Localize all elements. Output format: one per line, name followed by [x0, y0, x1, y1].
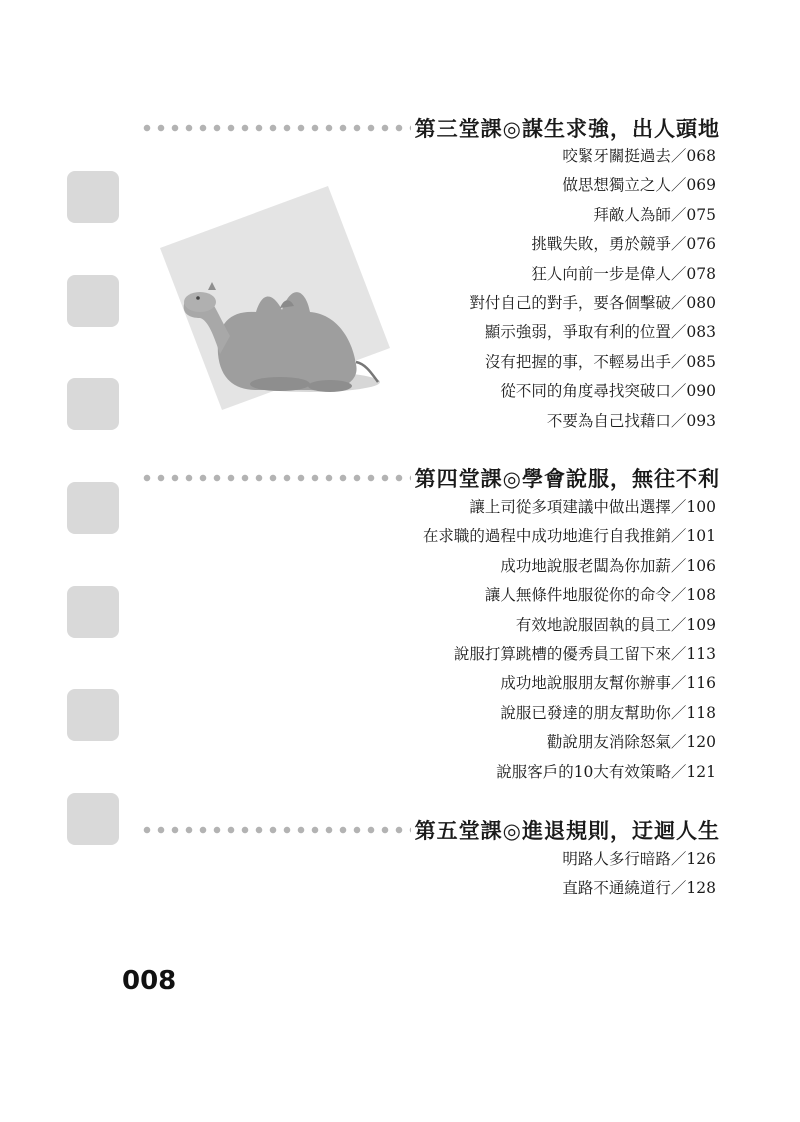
toc-entry[interactable]: 在求職的過程中成功地進行自我推銷／101	[422, 527, 716, 546]
toc-entry[interactable]: 明路人多行暗路／126	[562, 850, 716, 868]
toc-entry[interactable]: 挑戰失敗，勇於競爭／076	[531, 235, 716, 254]
toc-entry[interactable]: 讓人無條件地服從你的命令／108	[484, 586, 716, 605]
film-hole	[67, 378, 119, 430]
section-header	[140, 463, 720, 493]
toc-entry[interactable]: 從不同的角度尋找突破口／090	[500, 382, 716, 401]
toc-entry[interactable]: 成功地說服老闆為你加薪／106	[500, 556, 716, 575]
film-hole	[67, 586, 119, 638]
page-number: 008	[122, 966, 177, 996]
film-hole	[67, 171, 119, 223]
toc-entry[interactable]: 說服打算跳槽的優秀員工留下來／113	[453, 644, 716, 663]
section-title: 第三堂課◎謀生求強，出人頭地	[414, 116, 720, 141]
camel-icon	[160, 186, 390, 416]
toc-entry[interactable]: 有效地說服固執的員工／109	[515, 615, 716, 634]
toc-entry[interactable]: 沒有把握的事，不輕易出手／085	[484, 352, 716, 371]
dotted-leader	[140, 474, 411, 482]
toc-entry[interactable]: 咬緊牙關挺過去／068	[562, 147, 716, 165]
toc-entry[interactable]: 成功地說服朋友幫你辦事／116	[500, 674, 716, 693]
toc-entry[interactable]: 顯示強弱，爭取有利的位置／083	[484, 323, 716, 342]
dotted-leader	[140, 124, 411, 132]
film-hole	[67, 689, 119, 741]
section-header	[140, 113, 720, 143]
film-hole	[67, 275, 119, 327]
dotted-leader	[140, 826, 411, 834]
film-hole	[67, 482, 119, 534]
film-hole	[67, 793, 119, 845]
toc-entry[interactable]: 做思想獨立之人／069	[562, 176, 716, 195]
toc-entry[interactable]: 狂人向前一步是偉人／078	[531, 264, 716, 283]
section-title: 第四堂課◎學會說服，無往不利	[414, 466, 720, 491]
toc-entry[interactable]: 說服客戶的10大有效策略／121	[496, 762, 716, 781]
toc-entry[interactable]: 拜敵人為師／075	[593, 205, 716, 224]
section-header	[140, 815, 720, 845]
section-title: 第五堂課◎進退規則，迂迴人生	[414, 818, 720, 843]
toc-entry[interactable]: 說服已發達的朋友幫助你／118	[500, 703, 716, 722]
toc-entry[interactable]: 直路不通繞道行／128	[562, 879, 716, 898]
toc-entry[interactable]: 讓上司從多項建議中做出選擇／100	[469, 498, 716, 516]
toc-entry[interactable]: 不要為自己找藉口／093	[546, 411, 716, 430]
toc-list	[423, 493, 716, 787]
toc-entry[interactable]: 對付自己的對手，要各個擊破／080	[469, 293, 716, 312]
toc-list	[469, 142, 716, 436]
toc-entry[interactable]: 勸說朋友消除怒氣／120	[546, 733, 716, 752]
toc-list	[562, 845, 716, 904]
